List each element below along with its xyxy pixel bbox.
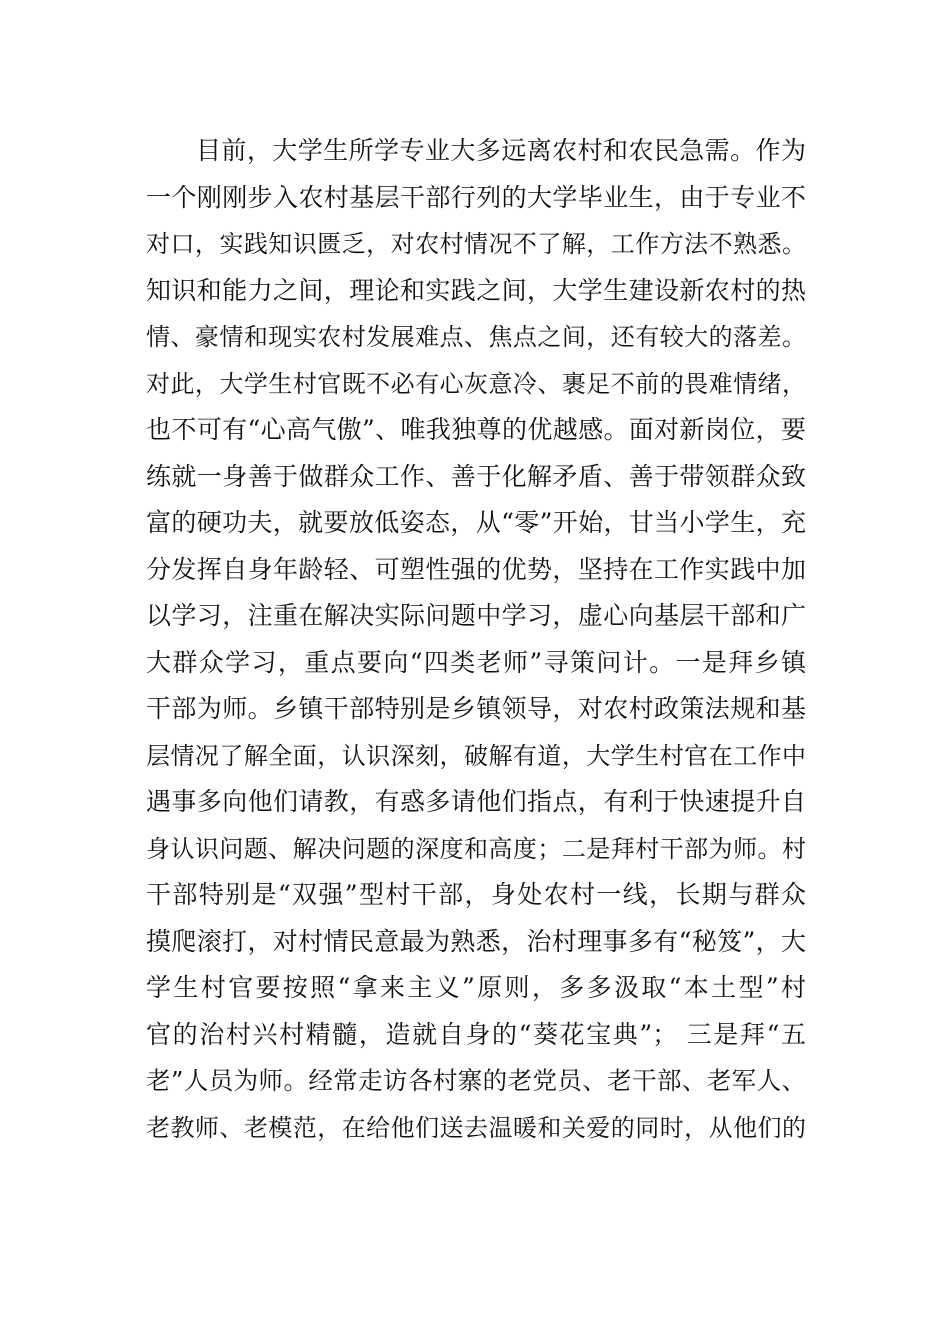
paragraph-line: 练就一身善于做群众工作、善于化解矛盾、善于带领群众致	[146, 461, 806, 491]
paragraph-line: 干部为师。乡镇干部特别是乡镇领导，对农村政策法规和基	[146, 694, 806, 723]
paragraph-line: 官的治村兴村精髓，造就自身的“葵花宝典”； 三是拜“五	[146, 1019, 806, 1049]
paragraph-line: 层情况了解全面，认识深刻，破解有道，大学生村官在工作中	[146, 741, 806, 770]
paragraph-line: 大群众学习，重点要向“四类老师”寻策问计。一是拜乡镇	[146, 647, 806, 677]
paragraph-line: 目前，大学生所学专业大多远离农村和农民急需。作为	[196, 136, 806, 165]
paragraph-line: 对口，实践知识匮乏，对农村情况不了解，工作方法不熟悉。	[146, 230, 806, 258]
paragraph-line: 摸爬滚打，对村情民意最为熟悉，治村理事多有“秘笈”，大	[146, 926, 806, 956]
paragraph-line: 一个刚刚步入农村基层干部行列的大学毕业生，由于专业不	[146, 182, 806, 212]
paragraph-line: 分发挥自身年龄轻、可塑性强的优势，坚持在工作实践中加	[146, 554, 806, 584]
paragraph-line: 遇事多向他们请教，有惑多请他们指点，有利于快速提升自	[146, 787, 806, 816]
paragraph-line: 对此，大学生村官既不必有心灰意冷、裹足不前的畏难情绪，	[146, 369, 806, 398]
paragraph-line: 老”人员为师。经常走访各村寨的老党员、老干部、老军人、	[146, 1066, 806, 1095]
paragraph-line: 老教师、老模范，在给他们送去温暖和关爱的同时，从他们的	[146, 1113, 806, 1142]
paragraph-line: 情、豪情和现实农村发展难点、焦点之间，还有较大的落差。	[146, 323, 806, 351]
body-paragraph	[146, 128, 806, 1151]
paragraph-line: 身认识问题、解决问题的深度和高度；二是拜村干部为师。村	[146, 834, 806, 863]
paragraph-line: 也不可有“心高气傲”、唯我独尊的优越感。面对新岗位，要	[146, 415, 806, 444]
paragraph-line: 以学习，注重在解决实际问题中学习，虚心向基层干部和广	[146, 601, 806, 630]
paragraph-line: 富的硬功夫，就要放低姿态，从“零”开始，甘当小学生，充	[146, 508, 806, 537]
paragraph-line: 干部特别是“双强”型村干部，身处农村一线，长期与群众	[146, 880, 806, 909]
paragraph-line: 知识和能力之间，理论和实践之间，大学生建设新农村的热	[146, 275, 806, 305]
paragraph-line: 学生村官要按照“拿来主义”原则，多多汲取“本土型”村	[146, 973, 806, 1002]
